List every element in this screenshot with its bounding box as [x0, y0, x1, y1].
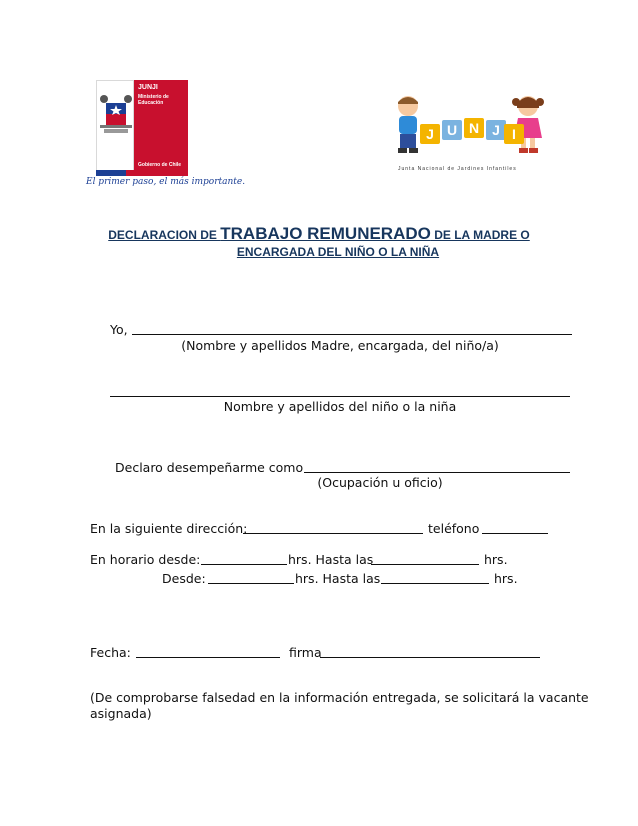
junji-red-panel	[134, 80, 188, 176]
hrs-label-1: hrs.	[484, 552, 508, 567]
hrs-label-2: hrs.	[494, 571, 518, 586]
flag-bar-red	[126, 170, 156, 176]
schedule-until-field-2[interactable]	[381, 571, 489, 584]
flag-bar-blue	[96, 170, 126, 176]
child-name-field[interactable]	[110, 384, 570, 397]
coat-of-arms-panel	[96, 80, 134, 176]
address-field[interactable]	[243, 521, 423, 534]
ministry-label: Ministerio de Educación	[138, 94, 169, 106]
schedule-until-field-1[interactable]	[371, 552, 479, 565]
child-name-caption: Nombre y apellidos del niño o la niña	[223, 399, 457, 414]
government-label: Gobierno de Chile	[138, 162, 182, 168]
junji-logo	[384, 94, 554, 180]
from-label: Desde:	[162, 571, 206, 586]
coat-of-arms-icon	[98, 89, 134, 149]
address-label: En la siguiente dirección:	[90, 521, 248, 536]
title-suffix: DE LA MADRE O	[430, 228, 530, 242]
schedule-from-field-1[interactable]	[201, 552, 287, 565]
date-field[interactable]	[136, 645, 280, 658]
junji-block-i: I	[504, 124, 524, 144]
mother-name-caption: (Nombre y apellidos Madre, encargada, del niño/a)	[181, 338, 499, 353]
schedule-from-label: En horario desde:	[90, 552, 201, 567]
mother-name-field[interactable]	[132, 322, 572, 335]
junji-block-u: U	[442, 120, 462, 140]
gobierno-logo	[96, 80, 188, 176]
falsehood-note-continued: asignada)	[90, 706, 152, 721]
junji-label: JUNJI	[138, 84, 158, 91]
logo-slogan: El primer paso, el más importante.	[86, 177, 246, 187]
signature-field[interactable]	[320, 645, 540, 658]
phone-field[interactable]	[482, 521, 548, 534]
title-line-2: ENCARGADA DEL NIÑO O LA NIÑA	[236, 245, 440, 259]
junji-block-j2: J	[486, 120, 506, 140]
occupation-label: Declaro desempeñarme como	[115, 460, 304, 475]
signature-label: firma	[289, 645, 322, 660]
occupation-caption: (Ocupación u oficio)	[317, 475, 443, 490]
phone-label: teléfono	[428, 521, 480, 536]
title-emphasis: TRABAJO REMUNERADO	[220, 224, 431, 243]
title-prefix: DECLARACION DE	[108, 228, 221, 242]
schedule-from-field-2[interactable]	[208, 571, 294, 584]
hrs-until-label-1: hrs. Hasta las	[288, 552, 374, 567]
falsehood-note: (De comprobarse falsedad en la información entregada, se solicitará la vacante	[90, 690, 589, 705]
junji-caption: Junta Nacional de Jardines Infantiles	[398, 166, 517, 172]
yo-label: Yo,	[110, 322, 128, 337]
hrs-until-label-2: hrs. Hasta las	[295, 571, 381, 586]
date-label: Fecha:	[90, 645, 131, 660]
junji-block-j1: J	[420, 124, 440, 144]
title-line-1	[0, 224, 638, 244]
junji-block-n: N	[464, 118, 484, 138]
occupation-field[interactable]	[304, 460, 570, 473]
